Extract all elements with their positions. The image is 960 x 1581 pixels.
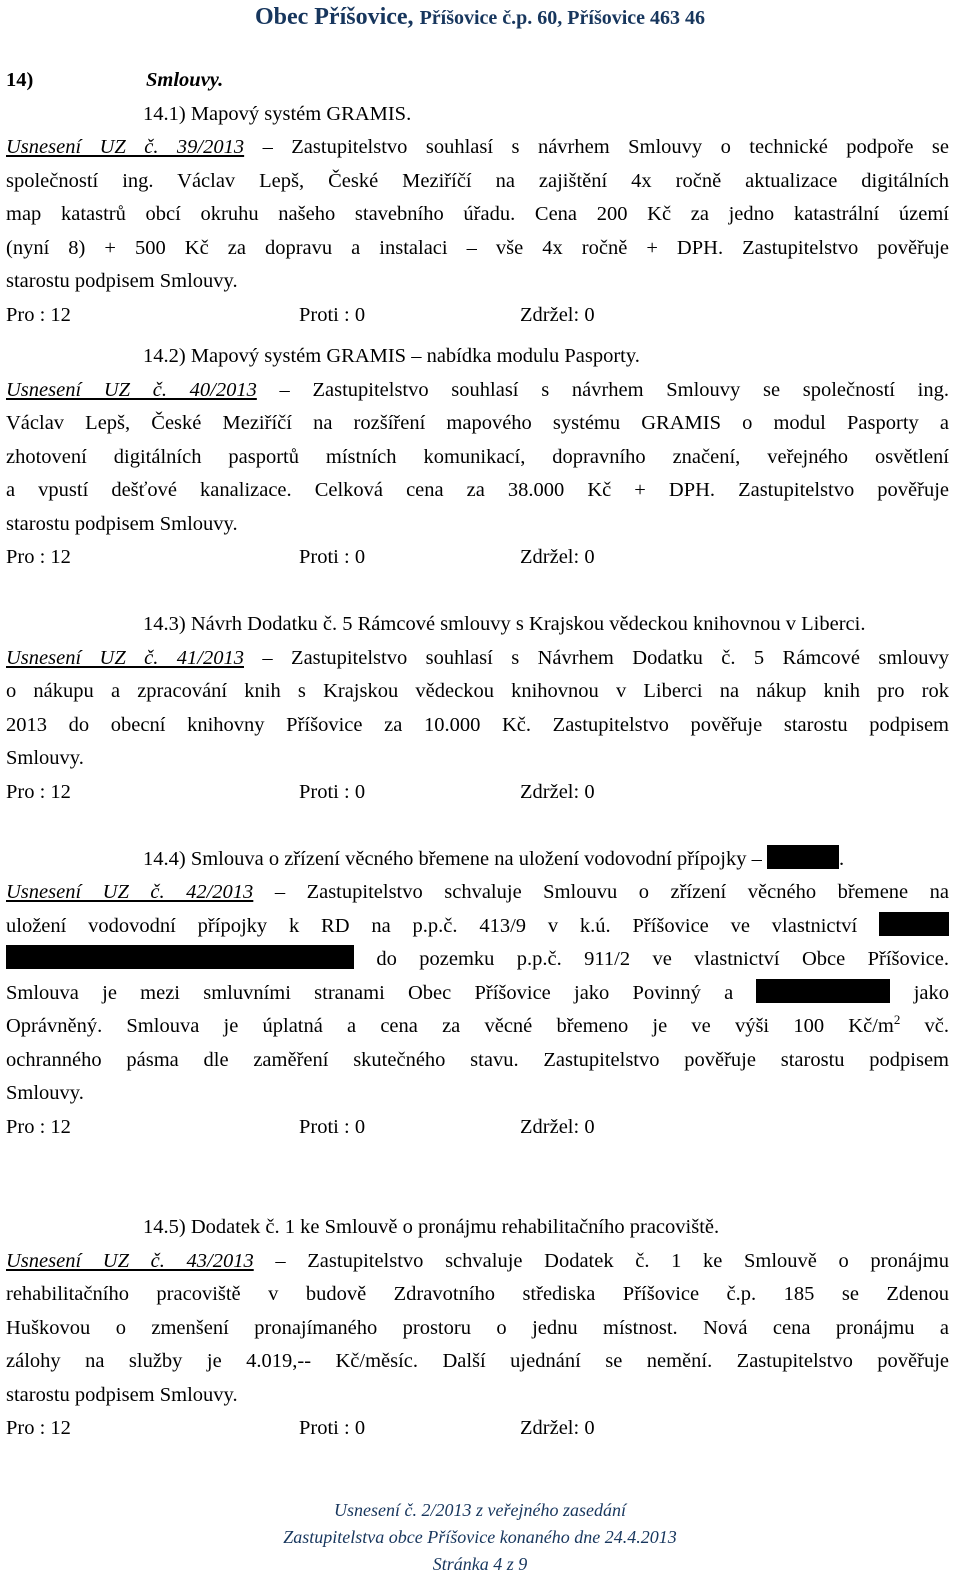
item-text-line: starostu podpisem Smlouvy.: [6, 1383, 238, 1406]
item-text-line: Usnesení UZ č. 40/2013 – Zastupitelstvo souhlasí s návrhem Smlouvy se společností ing.: [6, 378, 949, 401]
item-text-line: Usnesení UZ č. 42/2013 – Zastupitelstvo schvaluje Smlouvu o zřízení věcného břemene na: [6, 881, 950, 903]
item-text-line: ochranného pásma dle zaměření skutečného stavu. Zastupitelstvo pověřuje starostu podpisem: [6, 1048, 949, 1071]
vote-proti: Proti : 0: [299, 303, 366, 326]
item-text-line: (nyní 8) + 500 Kč za dopravu a instalaci – vše 4x ročně + DPH. Zastupitelstvo pověřuje: [6, 236, 949, 259]
vote-zdrzel: Zdržel: 0: [520, 546, 595, 568]
vote-proti: Proti : 0: [299, 546, 366, 568]
vote-pro: Pro : 12: [6, 1417, 71, 1439]
item-text-line: 2013 do obecní knihovny Příšovice za 10.000 Kč. Zastupitelstvo pověřuje starostu podpisem: [6, 713, 949, 736]
item-text-line: Usnesení UZ č. 39/2013 – Zastupitelstvo souhlasí s návrhem Smlouvy o technické podpoře se: [6, 136, 949, 158]
page-header: [0, 4, 960, 31]
redaction-block: [879, 912, 949, 936]
item-text-line: Václav Lepš, České Meziříčí na rozšíření mapového systému GRAMIS o modul Pasporty a: [6, 412, 949, 434]
redaction-block: [756, 979, 890, 1003]
item-text-line: a vpustí dešťové kanalizace. Celková cena za 38.000 Kč + DPH. Zastupitelstvo pověřuje: [6, 479, 949, 501]
redaction-block: [767, 845, 839, 869]
section-title: Smlouvy.: [146, 69, 224, 91]
item-text-line: Smlouva je mezi smluvními stranami Obec Příšovice jako Povinný a jako: [6, 977, 949, 1011]
vote-zdrzel: Zdržel: 0: [520, 780, 595, 803]
vote-result: [6, 1412, 949, 1446]
item-text-line: starostu podpisem Smlouvy.: [6, 270, 238, 292]
header-address: Příšovice č.p. 60, Příšovice 463 46: [419, 7, 706, 29]
item-14-2: [6, 340, 949, 575]
item-heading: 14.3) Návrh Dodatku č. 5 Rámcové smlouvy s Krajskou vědeckou knihovnou v Liberci.: [143, 613, 866, 635]
vote-pro: Pro : 12: [6, 546, 71, 568]
item-text-line: rehabilitačního pracoviště v budově Zdravotního střediska Příšovice č.p. 185 se Zdenou: [6, 1283, 949, 1305]
item-text-line: map katastrů obcí okruhu našeho stavebního úřadu. Cena 200 Kč za jedno katastrální území: [6, 203, 949, 225]
resolution-ref: Usnesení UZ č. 39/2013: [6, 136, 245, 158]
item-text-line: Usnesení UZ č. 41/2013 – Zastupitelstvo souhlasí s Návrhem Dodatku č. 5 Rámcové smlouvy: [6, 646, 949, 669]
item-heading: 14.1) Mapový systém GRAMIS.: [143, 102, 412, 125]
vote-pro: Pro : 12: [6, 303, 71, 326]
item-text-line: Huškovou o zmenšení pronajímaného prostoru o jednu místnost. Nová cena pronájmu a: [6, 1316, 949, 1339]
resolution-ref: Usnesení UZ č. 43/2013: [6, 1249, 254, 1272]
footer-line: Zastupitelstva obce Příšovice konaného dne 24.4.2013: [283, 1527, 677, 1547]
item-heading: 14.5) Dodatek č. 1 ke Smlouvě o pronájmu rehabilitačního pracoviště.: [143, 1216, 720, 1238]
item-text-line: Smlouvy.: [6, 747, 84, 769]
item-text-line: Oprávněný. Smlouva je úplatná a cena za věcné břemeno je ve výši 100 $Kč/m^2$ vč.: [6, 1012, 949, 1037]
item-14-4: [6, 843, 949, 1145]
section-heading: [6, 64, 949, 98]
page-footer: [0, 1497, 960, 1578]
item-14-3: [6, 608, 949, 809]
vote-zdrzel: Zdržel: 0: [520, 303, 595, 326]
item-text-line: do pozemku p.p.č. 911/2 ve vlastnictví Obce Příšovice.: [6, 943, 949, 977]
item-text-line: zálohy na služby je 4.019,-- Kč/měsíc. Další ujednání se nemění. Zastupitelstvo pověřuje: [6, 1350, 949, 1372]
vote-result: [6, 541, 949, 575]
item-text-line: uložení vodovodní přípojky k RD na p.p.č. 413/9 v k.ú. Příšovice ve vlastnictví: [6, 910, 949, 944]
vote-pro: Pro : 12: [6, 780, 71, 803]
section-number: 14): [6, 69, 34, 91]
item-text-line: Smlouvy.: [6, 1082, 84, 1104]
item-text-line: zhotovení digitálních pasportů místních komunikací, dopravního značení, veřejného osvětlení: [6, 445, 949, 468]
item-14-5: [6, 1211, 949, 1446]
vote-pro: Pro : 12: [6, 1115, 71, 1138]
footer-line: Usnesení č. 2/2013 z veřejného zasedání: [334, 1500, 626, 1520]
vote-result: [6, 1111, 949, 1145]
item-heading: 14.4) Smlouva o zřízení věcného břemene na uložení vodovodní přípojky – .: [6, 843, 949, 877]
header-title: Obec Příšovice,: [254, 4, 414, 30]
item-heading: 14.2) Mapový systém GRAMIS – nabídka modulu Pasporty.: [143, 345, 640, 367]
page-number: Stránka 4 z 9: [432, 1554, 528, 1574]
resolution-ref: Usnesení UZ č. 40/2013: [6, 378, 257, 401]
item-text-line: o nákupu a zpracování knih s Krajskou vědeckou knihovnou v Liberci na nákup knih pro rok: [6, 680, 949, 702]
vote-result: [6, 776, 949, 810]
vote-result: [6, 299, 949, 333]
item-text-line: společností ing. Václav Lepš, České Meziříčí na zajištění 4x ročně aktualizace digitálních: [6, 169, 949, 192]
redaction-block: [6, 945, 354, 969]
resolution-ref: Usnesení UZ č. 42/2013: [6, 881, 254, 903]
item-text-line: starostu podpisem Smlouvy.: [6, 512, 238, 535]
vote-zdrzel: Zdržel: 0: [520, 1417, 595, 1439]
vote-proti: Proti : 0: [299, 1115, 366, 1138]
vote-proti: Proti : 0: [299, 1417, 366, 1439]
item-14-1: [6, 98, 949, 333]
item-text-line: Usnesení UZ č. 43/2013 – Zastupitelstvo schvaluje Dodatek č. 1 ke Smlouvě o pronájmu: [6, 1249, 949, 1272]
document-body: [6, 64, 949, 1446]
resolution-ref: Usnesení UZ č. 41/2013: [6, 646, 244, 669]
vote-zdrzel: Zdržel: 0: [520, 1115, 595, 1138]
vote-proti: Proti : 0: [299, 780, 366, 803]
